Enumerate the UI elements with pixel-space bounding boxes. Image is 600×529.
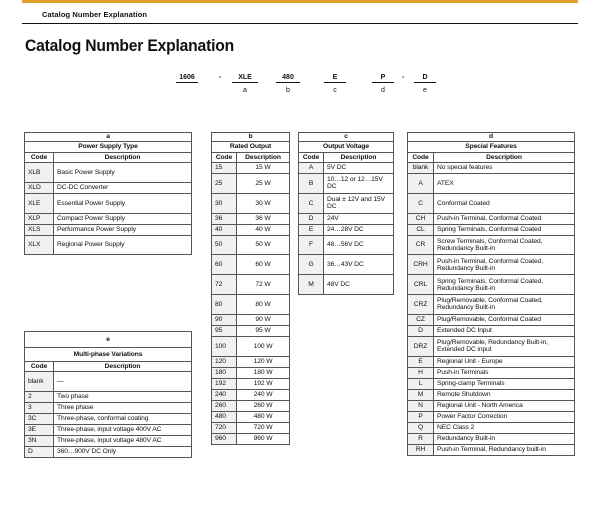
row-description: 180 W: [237, 367, 290, 378]
table-letter: c: [299, 133, 394, 142]
table-row: [299, 255, 394, 275]
row-code: DRZ: [408, 336, 434, 356]
row-description: Push-in Terminal, Redundancy built-in: [434, 444, 575, 455]
row-code: 36: [212, 213, 237, 224]
row-code: Q: [408, 422, 434, 433]
row-description: Extended DC Input: [434, 325, 575, 336]
row-description: 24V: [324, 213, 394, 224]
row-description: Regional Power Supply: [54, 235, 192, 255]
row-code: A: [408, 174, 434, 194]
row-code: XLB: [25, 163, 54, 183]
table-row: [212, 356, 290, 367]
row-code: M: [299, 275, 324, 295]
row-code: 3: [25, 402, 54, 413]
table-row: [408, 255, 575, 275]
row-description: 60 W: [237, 255, 290, 275]
table-row: [408, 294, 575, 314]
row-code: blank: [25, 372, 54, 392]
row-code: 60: [212, 255, 237, 275]
row-description: 50 W: [237, 235, 290, 255]
table-row: [212, 433, 290, 444]
row-description: Screw Terminals, Conformal Coated, Redundancy Built-in: [434, 235, 575, 255]
row-description: Plug/Removable, Conformal Coated: [434, 314, 575, 325]
row-description: Plug/Removable, Conformal Coated, Redundancy Built-in: [434, 294, 575, 314]
table-power-supply-type: [24, 132, 192, 255]
row-code: 3N: [25, 435, 54, 446]
pn-segment-output: 480: [276, 74, 300, 83]
col-code: Code: [299, 153, 324, 163]
table-row: [299, 224, 394, 235]
table-row: [212, 422, 290, 433]
table-row: [212, 235, 290, 255]
row-description: 100 W: [237, 336, 290, 356]
row-description: Three-phase, input voltage 400V AC: [54, 424, 192, 435]
table-row: [212, 163, 290, 174]
row-description: 15 W: [237, 163, 290, 174]
row-description: Power Factor Correction: [434, 411, 575, 422]
row-description: Compact Power Supply: [54, 213, 192, 224]
row-description: Spring-clamp Terminals: [434, 378, 575, 389]
row-description: Basic Power Supply: [54, 163, 192, 183]
col-description: Description: [54, 153, 192, 163]
row-code: C: [408, 193, 434, 213]
pn-letter-b: b: [286, 87, 290, 94]
table-row: [212, 378, 290, 389]
table-row: [408, 411, 575, 422]
row-description: Plug/Removable, Redundancy Built-in, Extended DC input: [434, 336, 575, 356]
row-code: F: [299, 235, 324, 255]
table-row: [299, 174, 394, 194]
table-multiphase-variations: [24, 331, 192, 458]
table-row: [212, 174, 290, 194]
row-description: 48V DC: [324, 275, 394, 295]
table-row: [25, 402, 192, 413]
row-code: 100: [212, 336, 237, 356]
row-code: 80: [212, 294, 237, 314]
row-code: blank: [408, 163, 434, 174]
row-description: 720 W: [237, 422, 290, 433]
table-letter: b: [212, 133, 290, 142]
row-code: D: [408, 325, 434, 336]
row-description: Two phase: [54, 391, 192, 402]
row-code: 3C: [25, 413, 54, 424]
table-row: [212, 193, 290, 213]
row-code: 90: [212, 314, 237, 325]
pn-segment-type: XLE: [232, 74, 258, 83]
row-description: ATEX: [434, 174, 575, 194]
table-row: [25, 213, 192, 224]
row-code: 72: [212, 275, 237, 295]
row-description: 260 W: [237, 400, 290, 411]
table-special-features: [407, 132, 575, 456]
table-row: [408, 356, 575, 367]
table-row: [212, 411, 290, 422]
table-row: [408, 325, 575, 336]
row-code: RH: [408, 444, 434, 455]
row-code: D: [299, 213, 324, 224]
pn-segment-features: P: [372, 74, 394, 83]
row-description: Spring Terminals, Conformal Coated, Redundancy Built-in: [434, 275, 575, 295]
table-row: [299, 213, 394, 224]
row-description: 192 W: [237, 378, 290, 389]
row-description: 10…12 or 12…15V DC: [324, 174, 394, 194]
table-title: Rated Output: [212, 142, 290, 153]
row-description: 480 W: [237, 411, 290, 422]
row-description: 360…900V DC Only: [54, 446, 192, 457]
row-code: CRL: [408, 275, 434, 295]
row-code: D: [25, 446, 54, 457]
table-row: [299, 275, 394, 295]
row-code: E: [299, 224, 324, 235]
table-row: [25, 391, 192, 402]
table-row: [212, 325, 290, 336]
row-description: Spring Terminals, Conformal Coated: [434, 224, 575, 235]
row-code: 50: [212, 235, 237, 255]
row-code: 40: [212, 224, 237, 235]
row-description: Redundancy Built-in: [434, 433, 575, 444]
col-code: Code: [25, 153, 54, 163]
row-code: CH: [408, 213, 434, 224]
col-description: Description: [54, 362, 192, 372]
pn-letter-c: c: [333, 87, 337, 94]
row-description: 120 W: [237, 356, 290, 367]
row-description: 960 W: [237, 433, 290, 444]
row-description: Regional Unit - Europe: [434, 356, 575, 367]
row-code: H: [408, 367, 434, 378]
header-accent-bar: [22, 0, 578, 3]
row-code: M: [408, 389, 434, 400]
row-code: L: [408, 378, 434, 389]
table-rated-output: [211, 132, 290, 445]
table-row: [408, 213, 575, 224]
page-title: Catalog Number Explanation: [25, 36, 234, 55]
table-row: [408, 422, 575, 433]
row-description: Three-phase, conformal coating: [54, 413, 192, 424]
row-description: 25 W: [237, 174, 290, 194]
table-row: [408, 174, 575, 194]
table-row: [25, 193, 192, 213]
table-output-voltage: [298, 132, 394, 295]
col-code: Code: [25, 362, 54, 372]
col-code: Code: [408, 153, 434, 163]
table-row: [408, 224, 575, 235]
table-row: [212, 275, 290, 295]
row-description: Dual ± 12V and 15V DC: [324, 193, 394, 213]
row-description: 30 W: [237, 193, 290, 213]
table-title: Output Voltage: [299, 142, 394, 153]
table-row: [212, 224, 290, 235]
table-row: [408, 314, 575, 325]
table-title: Special Features: [408, 142, 575, 153]
table-row: [408, 367, 575, 378]
table-row: [408, 235, 575, 255]
row-description: Three phase: [54, 402, 192, 413]
table-row: [25, 435, 192, 446]
table-row: [408, 389, 575, 400]
row-description: 5V DC: [324, 163, 394, 174]
row-code: XLD: [25, 182, 54, 193]
table-row: [212, 294, 290, 314]
running-head: Catalog Number Explanation: [42, 10, 148, 19]
table-title: Power Supply Type: [25, 142, 192, 153]
row-code: 480: [212, 411, 237, 422]
row-code: CZ: [408, 314, 434, 325]
pn-segment-voltage: E: [324, 74, 346, 83]
pn-segment-multiphase: D: [414, 74, 436, 83]
row-description: 95 W: [237, 325, 290, 336]
row-description: 40 W: [237, 224, 290, 235]
table-row: [408, 336, 575, 356]
pn-letter-e: e: [423, 87, 427, 94]
row-description: Push-in Terminal, Conformal Coated: [434, 213, 575, 224]
row-description: 24…28V DC: [324, 224, 394, 235]
table-row: [408, 275, 575, 295]
col-code: Code: [212, 153, 237, 163]
row-description: Conformal Coated: [434, 193, 575, 213]
row-description: Push-in Terminal, Conformal Coated, Redundancy Built-in: [434, 255, 575, 275]
table-row: [299, 163, 394, 174]
row-code: 3E: [25, 424, 54, 435]
pn-dash: -: [402, 74, 405, 81]
row-description: 36…43V DC: [324, 255, 394, 275]
col-description: Description: [324, 153, 394, 163]
row-code: 15: [212, 163, 237, 174]
row-code: 120: [212, 356, 237, 367]
row-code: CL: [408, 224, 434, 235]
row-description: Regional Unit - North America: [434, 400, 575, 411]
row-code: 30: [212, 193, 237, 213]
row-description: 48…56V DC: [324, 235, 394, 255]
row-code: 720: [212, 422, 237, 433]
row-description: 72 W: [237, 275, 290, 295]
col-description: Description: [237, 153, 290, 163]
pn-letter-a: a: [243, 87, 247, 94]
table-row: [408, 444, 575, 455]
row-description: —: [54, 372, 192, 392]
row-code: 192: [212, 378, 237, 389]
row-description: Remote Shutdown: [434, 389, 575, 400]
row-code: CRZ: [408, 294, 434, 314]
row-code: C: [299, 193, 324, 213]
row-code: CR: [408, 235, 434, 255]
row-code: A: [299, 163, 324, 174]
table-row: [25, 235, 192, 255]
row-code: 240: [212, 389, 237, 400]
table-row: [212, 400, 290, 411]
table-row: [25, 413, 192, 424]
row-description: 36 W: [237, 213, 290, 224]
row-code: 95: [212, 325, 237, 336]
pn-segment-1606: 1606: [176, 74, 198, 83]
row-description: DC-DC Converter: [54, 182, 192, 193]
row-description: Three-phase, input voltage 480V AC: [54, 435, 192, 446]
row-code: 960: [212, 433, 237, 444]
row-code: B: [299, 174, 324, 194]
row-code: 180: [212, 367, 237, 378]
row-code: R: [408, 433, 434, 444]
header-divider: [22, 23, 578, 24]
row-description: Push-in Terminals: [434, 367, 575, 378]
col-description: Description: [434, 153, 575, 163]
table-row: [212, 255, 290, 275]
row-code: 260: [212, 400, 237, 411]
table-row: [299, 193, 394, 213]
table-row: [299, 235, 394, 255]
row-description: 80 W: [237, 294, 290, 314]
table-row: [408, 378, 575, 389]
row-code: XLP: [25, 213, 54, 224]
row-code: E: [408, 356, 434, 367]
row-code: P: [408, 411, 434, 422]
row-code: N: [408, 400, 434, 411]
table-letter: a: [25, 133, 192, 142]
table-row: [212, 389, 290, 400]
row-description: NEC Class 2: [434, 422, 575, 433]
row-code: XLX: [25, 235, 54, 255]
table-row: [25, 163, 192, 183]
table-row: [25, 224, 192, 235]
table-row: [25, 182, 192, 193]
table-row: [408, 193, 575, 213]
table-row: [212, 367, 290, 378]
row-code: CRH: [408, 255, 434, 275]
table-row: [212, 213, 290, 224]
table-row: [25, 372, 192, 392]
pn-letter-d: d: [381, 87, 385, 94]
row-description: No special features: [434, 163, 575, 174]
row-description: Essential Power Supply: [54, 193, 192, 213]
table-letter: d: [408, 133, 575, 142]
pn-dash: -: [219, 74, 222, 81]
row-code: G: [299, 255, 324, 275]
table-row: [212, 336, 290, 356]
table-letter: e: [25, 332, 192, 348]
row-code: XLE: [25, 193, 54, 213]
row-description: 240 W: [237, 389, 290, 400]
row-code: 25: [212, 174, 237, 194]
row-code: 2: [25, 391, 54, 402]
table-row: [408, 400, 575, 411]
table-row: [408, 163, 575, 174]
table-title: Multi-phase Variations: [25, 348, 192, 362]
table-row: [408, 433, 575, 444]
table-row: [25, 424, 192, 435]
row-description: 90 W: [237, 314, 290, 325]
row-description: Performance Power Supply: [54, 224, 192, 235]
table-row: [212, 314, 290, 325]
row-code: XLS: [25, 224, 54, 235]
table-row: [25, 446, 192, 457]
